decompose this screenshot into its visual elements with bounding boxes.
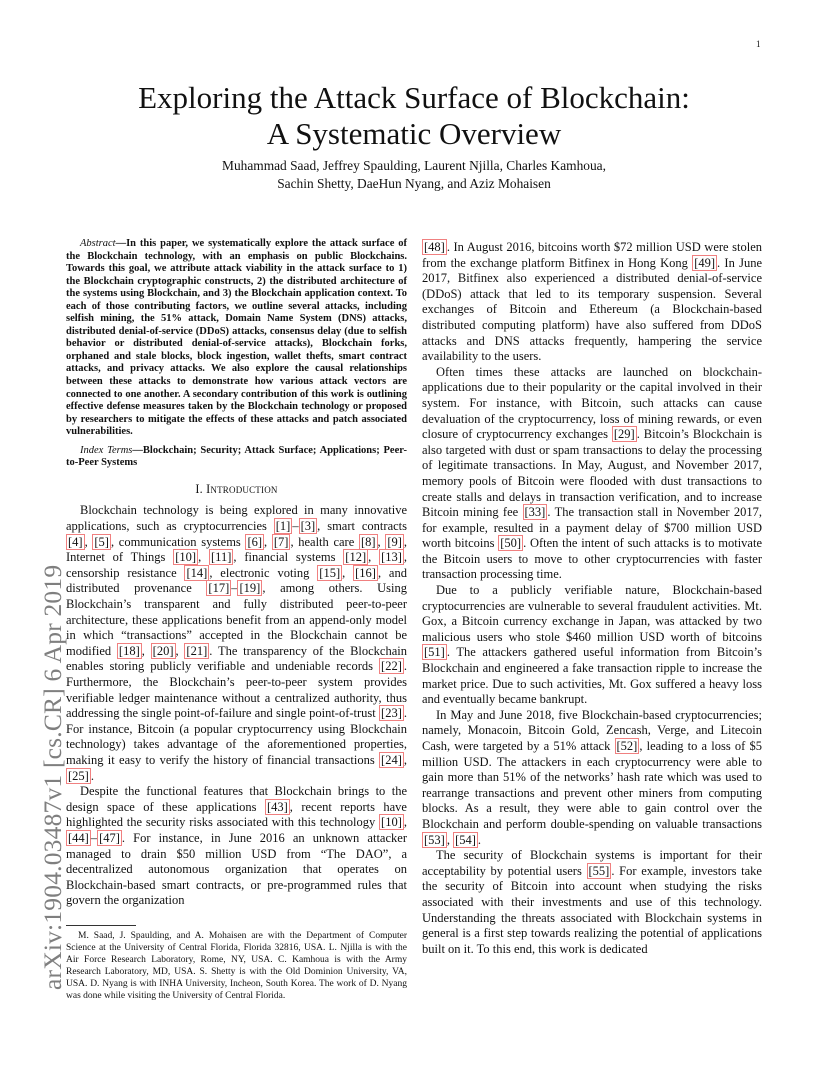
citation-link[interactable]: [16] xyxy=(355,565,376,580)
text-run: , xyxy=(368,550,380,565)
text-run: In May and June 2018, five Blockchain-based cryptocurrencies; namely, Monacoin, Bitcoin Gold, Zencash, Verge, and Litecoin Cash, were targeted by a 51% attack xyxy=(422,707,762,753)
section-heading-introduction xyxy=(66,482,407,498)
citation-link[interactable]: [18] xyxy=(118,643,140,658)
text-run: – xyxy=(90,830,98,845)
author-affiliation-footnote: M. Saad, J. Spaulding, and A. Mohaisen are with the Department of Computer Science at the University of Central Florida, Florida 32816, USA. L. Njilla is with the Air Force Research Laboratory, Rome, NY, USA. C. Kamhoua is with the Army Research Laboratory, MD, USA. S. Shetty is with the Old Dominion University, VA, USA. D. Nyang is with INHA University, Incheon, South Korea. The work of D. Nyang was done while visiting the University of Central Florida. xyxy=(66,931,407,1001)
citation-link[interactable]: [23] xyxy=(381,706,402,721)
text-run: . Furthermore, the Blockchain’s peer-to-peer system provides verifiable ledger maintenance without a centralized authority, thus addressing the single point-of-failure and single point-of-trust xyxy=(66,659,407,721)
citation-link[interactable]: [25] xyxy=(68,768,89,783)
citation-link[interactable]: [54] xyxy=(455,832,476,847)
title-line-1: Exploring the Attack Surface of Blockchain: xyxy=(138,80,690,115)
text-run: , electronic voting xyxy=(209,565,318,580)
text-run: , leading to a loss of $5 million USD. The attackers in each cryptocurrency were able to gain more than 51% of the networks’ hash rate which was used to rearrange transactions and prevent other miners from computing blocks. As a result, they were able to gain control over the Blockchain and perform double-spending on valuable transactions xyxy=(422,739,762,831)
text-run: , among others. Using Blockchain’s transparent and fully distributed peer-to-peer architecture, these applications benefit from an append-only model in which “transactions” accepted in the Blockchain cannot be modified xyxy=(66,581,407,658)
citation-link[interactable]: [11] xyxy=(211,550,232,565)
citation-link[interactable]: [8] xyxy=(360,534,376,549)
citation-link[interactable]: [14] xyxy=(186,565,208,580)
text-run: , xyxy=(342,565,354,580)
text-run: . xyxy=(477,832,482,847)
text-run: , financial systems xyxy=(233,550,344,565)
citation-link[interactable]: [5] xyxy=(94,534,109,549)
text-run: . For instance, in June 2016 an unknown attacker managed to drain $50 million USD from “The DAO”, a decentralized autonomous organization that operates on Blockchain-based smart contracts, or pre-programmed rules that govern the organization xyxy=(66,830,407,908)
text-run: , xyxy=(377,534,386,549)
abstract xyxy=(66,238,407,439)
citation-link[interactable]: [12] xyxy=(345,550,367,565)
intro-paragraph-3 xyxy=(422,365,762,583)
index-terms xyxy=(66,445,407,470)
text-run: , xyxy=(264,534,272,549)
text-run: , censorship resistance xyxy=(66,550,408,580)
text-run: . xyxy=(90,768,94,783)
citation-link[interactable]: [10] xyxy=(381,815,402,830)
footnote-rule xyxy=(66,925,136,926)
text-run: The security of Blockchain systems is important for their acceptability by potential users xyxy=(422,848,762,878)
text-run: , communication systems xyxy=(110,534,246,549)
citation-link[interactable]: [21] xyxy=(186,643,208,658)
citation-link[interactable]: [52] xyxy=(616,739,638,753)
index-terms-lead: Index Terms xyxy=(80,444,133,456)
text-run: , xyxy=(84,534,93,549)
text-run: Due to a publicly verifiable nature, Blockchain-based cryptocurrencies are vulnerable to several fraudulent activities. Mt. Gox, a Bitcoin currency exchange in Japan, was attacked by two malicious users who stole $460 million USD worth of bitcoins xyxy=(422,583,762,644)
text-run: , recent reports have highlighted the security risks associated with this technology xyxy=(66,799,407,830)
citation-link[interactable]: [43] xyxy=(266,799,288,814)
abstract-lead: Abstract xyxy=(80,238,116,249)
citation-link[interactable]: [44] xyxy=(68,830,89,845)
text-run: . In June 2017, Bitfinex also experienced a distributed denial-of-service (DDoS) attack that led to its temporary suspension. Several exchanges of Bitcoin and Ethereum (a Blockchain-based distributed computing platform) have also suffered from DDoS attacks and DNS attacks frequently, hampering the service availability to the users. xyxy=(422,255,762,364)
intro-paragraph-4 xyxy=(422,583,762,708)
citation-link[interactable]: [19] xyxy=(239,581,261,596)
author-list xyxy=(80,157,748,193)
citation-link[interactable]: [7] xyxy=(273,534,289,549)
text-run: Despite the functional features that Blockchain brings to the design space of these applications xyxy=(66,784,407,814)
citation-link[interactable]: [24] xyxy=(381,752,402,767)
text-run: . The transaction stall in November 2017, for example, resulted in a payment delay of $700 million USD worth bitcoins xyxy=(422,505,762,551)
citation-link[interactable]: [47] xyxy=(99,830,120,845)
citation-link[interactable]: [4] xyxy=(68,534,83,549)
citation-link[interactable]: [9] xyxy=(387,534,402,549)
text-run: , xyxy=(175,643,185,658)
section-title: Introduction xyxy=(206,481,278,496)
citation-link[interactable]: [13] xyxy=(381,550,402,565)
authors-line-2: Sachin Shetty, DaeHun Nyang, and Aziz Mohaisen xyxy=(277,176,551,191)
arxiv-identifier[interactable]: arXiv:1904.03487v1 [cs.CR] 6 Apr 2019 xyxy=(38,564,67,990)
citation-link[interactable]: [20] xyxy=(152,643,174,658)
citation-link[interactable]: [17] xyxy=(208,581,230,596)
citation-link[interactable]: [6] xyxy=(247,534,263,549)
index-terms-text: —Blockchain; Security; Attack Surface; Applications; Peer-to-Peer Systems xyxy=(66,444,407,469)
intro-paragraph-5 xyxy=(422,708,762,848)
text-run: . Bitcoin’s Blockchain is also targeted with dust or spam transactions to delay the processing of legitimate transactions. In May, August, and November 2017, memory pools of Bitcoin were flooded with dust transactions to create stalls and delays in transaction verification, and to increase Bitcoin mining fee xyxy=(422,427,762,520)
text-run: . For example, investors take the security of Bitcoin into account when studying the risks associated with their investments and use of this technology. Understanding the threats associated with Blockchain systems in general is a first step towards realizing the potential of applications built on it. To this end, this work is dedicated xyxy=(422,863,762,956)
text-run: Blockchain technology is being explored in many innovative applications, such as cryptocurrencies xyxy=(66,503,407,534)
intro-paragraph-1 xyxy=(66,503,407,784)
citation-link[interactable]: [22] xyxy=(381,659,402,674)
text-run: , xyxy=(198,550,210,565)
citation-link[interactable]: [51] xyxy=(424,645,445,660)
citation-link[interactable]: [53] xyxy=(424,832,445,847)
text-run: , smart contracts xyxy=(317,519,407,534)
text-run: , xyxy=(141,643,151,658)
citation-link[interactable]: [50] xyxy=(500,536,522,551)
citation-link[interactable]: [1] xyxy=(275,519,291,534)
text-run: , and distributed provenance xyxy=(66,565,407,596)
intro-paragraph-6 xyxy=(422,848,762,957)
text-run: . The transparency of the Blockchain enables storing publicly verifiable and undeniable records xyxy=(66,643,407,674)
authors-line-1: Muhammad Saad, Jeffrey Spaulding, Laurent Njilla, Charles Kamhoua, xyxy=(222,158,606,173)
text-run: , health care xyxy=(290,534,359,549)
text-run: , xyxy=(403,752,407,767)
intro-paragraph-2-start xyxy=(66,784,407,909)
right-column xyxy=(422,240,762,957)
section-numeral: I. xyxy=(195,481,207,496)
text-run: Often times these attacks are launched on blockchain-applications due to their popularity or the capital involved in their system. For instance, with Bitcoin, such attacks can cause devaluation of the cryptocurrency, loss of mining rewards, or even closure of cryptocurrency exchanges xyxy=(422,364,762,442)
citation-link[interactable]: [10] xyxy=(175,550,197,565)
citation-link[interactable]: [33] xyxy=(524,505,546,520)
intro-paragraph-2-continued xyxy=(422,240,762,365)
paper-title xyxy=(80,80,748,152)
text-run: . The attackers gathered useful information from Bitcoin’s Blockchain and engineered a fake transaction ripple to increase the market price. Due to such activities, Mt. Gox suffered a heavy loss and eventually became bankrupt. xyxy=(422,645,762,707)
text-run: . In August 2016, bitcoins worth $72 million USD were stolen from the exchange platform Bitfinex in Hong Kong xyxy=(422,240,762,270)
text-run: , xyxy=(403,815,407,830)
text-run: – xyxy=(292,519,299,534)
citation-link[interactable]: [15] xyxy=(319,565,341,580)
citation-link[interactable]: [48] xyxy=(424,240,445,254)
title-line-2: A Systematic Overview xyxy=(266,116,562,151)
page-number: 1 xyxy=(756,39,761,49)
text-run: , Internet of Things xyxy=(66,534,408,565)
text-run: . Often the intent of such attacks is to motivate the Bitcoin users to move to other cryptocurrencies with faster transaction processing time. xyxy=(422,536,762,582)
citation-link[interactable]: [49] xyxy=(694,255,716,270)
left-column xyxy=(66,238,407,909)
citation-link[interactable]: [3] xyxy=(300,519,316,534)
abstract-text: —In this paper, we systematically explore the attack surface of the Blockchain technology, with an emphasis on public Blockchains. Towards this goal, we attribute attack viability in the attack surface to 1) the Blockchain cryptographic constructs, 2) the distributed architecture of the systems using Blockchain, and 3) the Blockchain application context. To each of those contributing factors, we outline several attacks, including selfish mining, the 51% attack, Domain Name System (DNS) attacks, distributed denial-of-service (DDoS) attacks, consensus delay (due to selfish behavior or distributed denial-of-service attacks), Blockchain forks, orphaned and stale blocks, block ingestion, wallet thefts, smart contract attacks, and privacy attacks. We also explore the causal relationships between these attacks to demonstrate how various attack vectors are connected to one another. A secondary contribution of this work is outlining effective defense measures taken by the Blockchain technology or proposed by researchers to mitigate the effects of these attacks and patch associated vulnerabilities. xyxy=(66,238,407,438)
text-run: . For instance, Bitcoin (a popular cryptocurrency using Blockchain technology) takes advantage of the aforementioned properties, making it easy to verify the history of financial transactions xyxy=(66,706,407,767)
text-run: – xyxy=(231,581,238,596)
citation-link[interactable]: [55] xyxy=(588,863,610,878)
citation-link[interactable]: [29] xyxy=(613,427,635,442)
text-run: , xyxy=(446,832,454,847)
